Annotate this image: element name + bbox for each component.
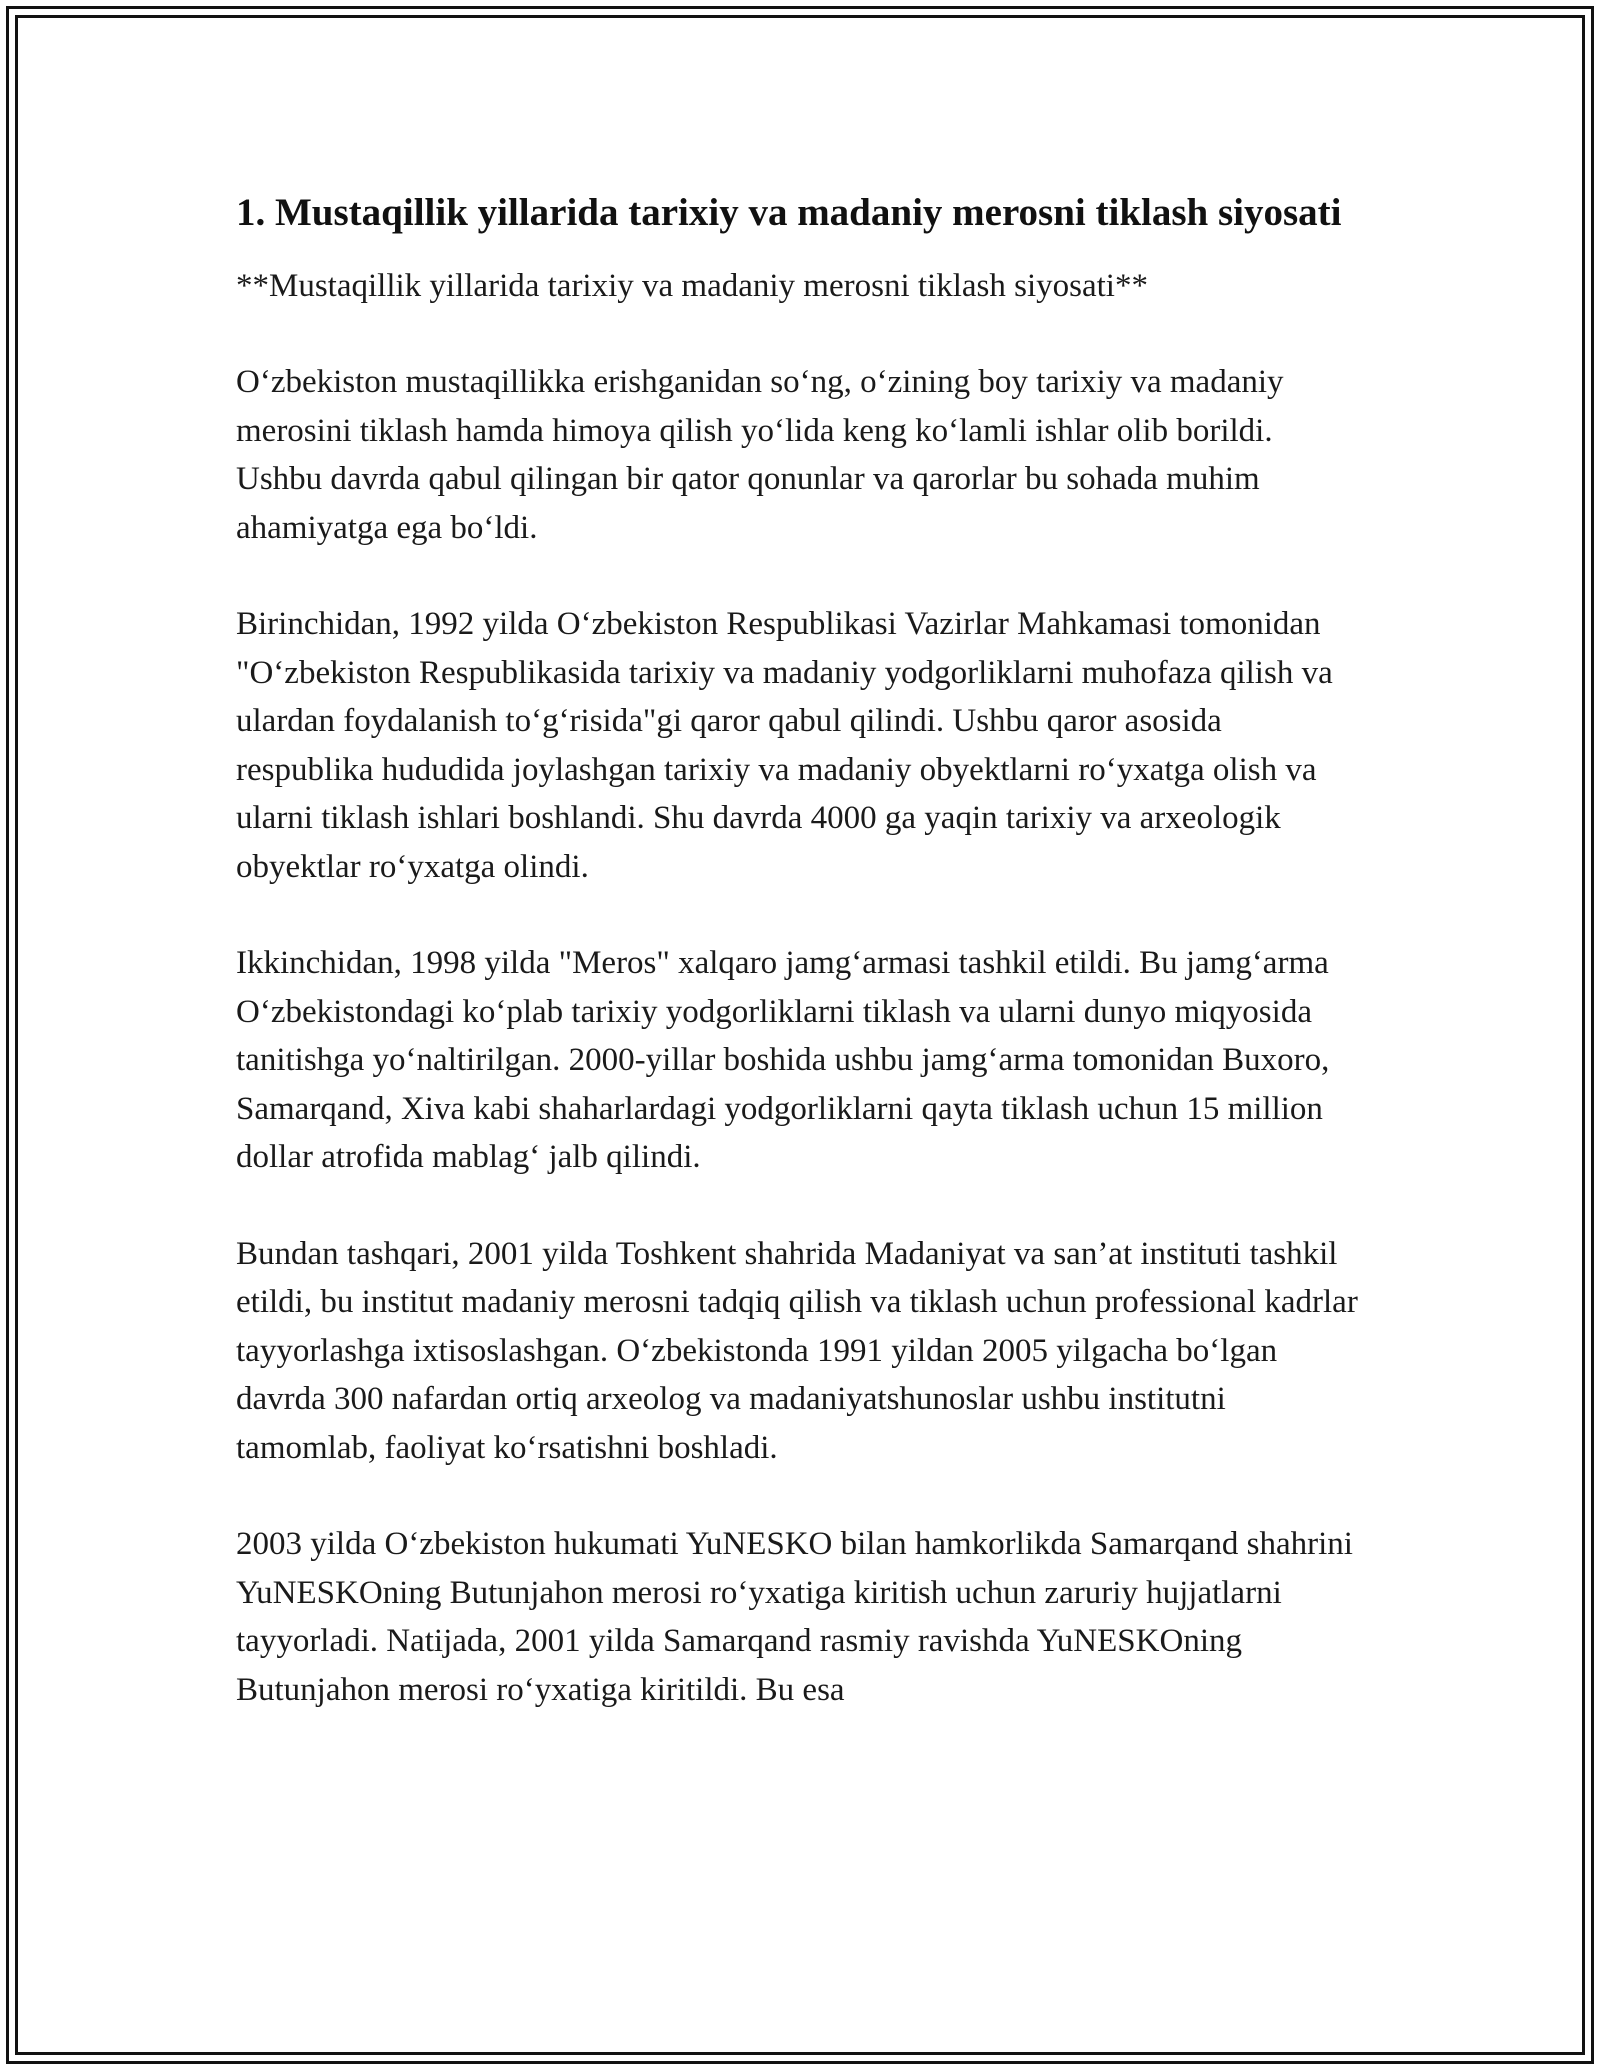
document-title: 1. Mustaqillik yillarida tarixiy va madaniy merosni tiklash siyosati <box>236 191 1342 234</box>
paragraph-intro: O‘zbekiston mustaqillikka erishganidan so‘ng, o‘zining boy tarixiy va madaniy merosini tiklash hamda himoya qilish yo‘lida keng ko‘lamli ishlar olib borildi. Ushbu davrda qabul qilingan bir qator qonunlar va qarorlar bu sohada muhim ahamiyatga ega bo‘ldi. <box>236 364 1284 546</box>
document-subtitle: **Mustaqillik yillarida tarixiy va madaniy merosni tiklash siyosati** <box>236 268 1148 304</box>
paragraph-unesco: 2003 yilda O‘zbekiston hukumati YuNESKO bilan hamkorlikda Samarqand shahrini YuNESKOning Butunjahon merosi ro‘yxatiga kiritish uchun zaruriy hujjatlarni tayyorladi. Natijada, 2001 yilda Samarqand rasmiy ravishda YuNESKOning Butunjahon merosi ro‘yxatiga kiritildi. Bu esa <box>236 1526 1353 1708</box>
document-body <box>236 185 1366 1714</box>
paragraph-second-meros-fund: Ikkinchidan, 1998 yilda "Meros" xalqaro jamg‘armasi tashkil etildi. Bu jamg‘arma O‘zbekistondagi ko‘plab tarixiy yodgorliklarni tiklash va ularni dunyo miqyosida tanitishga yo‘naltirilgan. 2000-yillar boshida ushbu jamg‘arma tomonidan Buxoro, Samarqand, Xiva kabi shaharlardagi yodgorliklarni qayta tiklash uchun 15 million dollar atrofida mablag‘ jalb qilindi. <box>236 945 1330 1175</box>
paragraph-institute: Bundan tashqari, 2001 yilda Toshkent shahrida Madaniyat va san’at instituti tashkil etildi, bu institut madaniy merosni tadqiq qilish va tiklash uchun professional kadrlar tayyorlashga ixtisoslashgan. O‘zbekistonda 1991 yildan 2005 yilgacha bo‘lgan davrda 300 nafardan ortiq arxeolog va madaniyatshunoslar ushbu institutni tamomlab, faoliyat ko‘rsatishni boshladi. <box>236 1235 1358 1466</box>
paragraph-first-1992: Birinchidan, 1992 yilda O‘zbekiston Respublikasi Vazirlar Mahkamasi tomonidan "O‘zbekiston Respublikasida tarixiy va madaniy yodgorliklarni muhofaza qilish va ulardan foydalanish to‘g‘risida"gi qaror qabul qilindi. Ushbu qaror asosida respublika hududida joylashgan tarixiy va madaniy obyektlarni ro‘yxatga olish va ularni tiklash ishlari boshlandi. Shu davrda 4000 ga yaqin tarixiy va arxeologik obyektlar ro‘yxatga olindi. <box>236 606 1333 885</box>
